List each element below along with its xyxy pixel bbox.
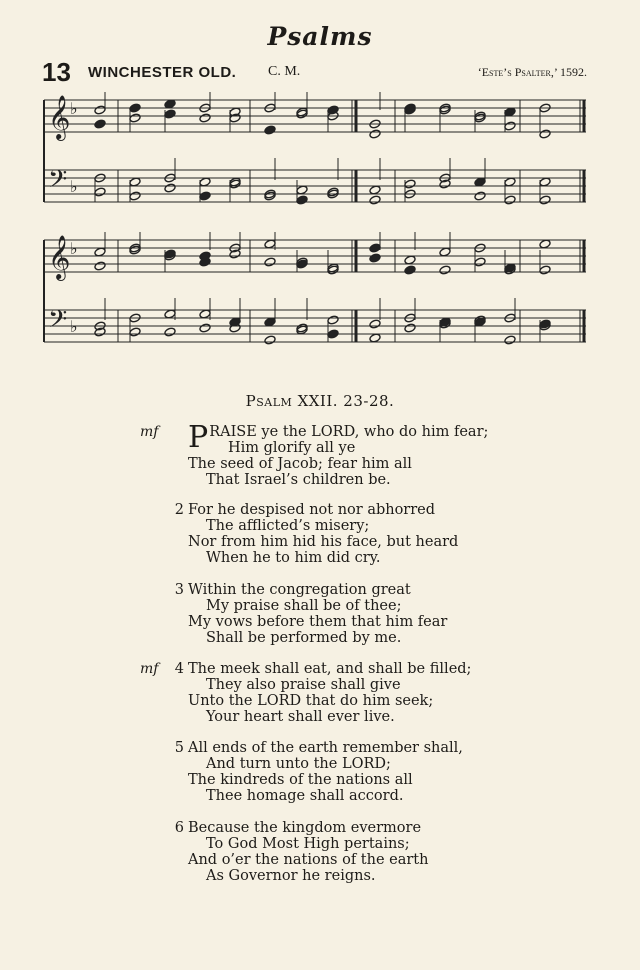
page-title: Psalms (267, 22, 373, 51)
note-head (539, 195, 551, 205)
verse-line-text: For he despised not nor abhorred (188, 502, 436, 518)
treble-clef-icon: 𝄞 (48, 235, 71, 279)
verse-line-text: Thee homage shall accord. (206, 788, 404, 804)
verse-line (174, 740, 500, 756)
verse-line-text: Because the kingdom evermore (188, 820, 422, 836)
verse-line-text: My praise shall be of thee; (206, 598, 402, 614)
note-head (264, 317, 276, 327)
note-head (369, 195, 381, 205)
note-head (369, 253, 381, 263)
verse-line (188, 693, 500, 709)
tune-name: WINCHESTER OLD. (88, 64, 237, 81)
verse-line (188, 772, 500, 788)
verse-line (174, 661, 500, 677)
drop-cap: P (188, 420, 209, 455)
dynamic-marking: mf (140, 424, 159, 440)
note-head (199, 177, 211, 187)
verse-5 (140, 740, 500, 804)
flat-sign-icon: ♭ (70, 317, 78, 336)
flat-sign-icon: ♭ (70, 99, 78, 118)
verse-4 (140, 661, 500, 725)
verse-line (174, 820, 500, 836)
verse-number: 5 (174, 740, 184, 756)
verse-line (188, 518, 500, 534)
note-head (199, 113, 211, 123)
verse-1 (140, 420, 500, 488)
verse-line-text: As Governor he reigns. (206, 868, 376, 884)
verse-line (188, 836, 500, 852)
note-head (164, 327, 176, 337)
verse-2 (140, 502, 500, 566)
note-head (404, 265, 416, 275)
note-head (327, 329, 339, 339)
note-head (327, 315, 339, 325)
note-head (369, 243, 381, 253)
music-system-2 (40, 232, 590, 358)
note-head (164, 99, 176, 109)
verse-line (188, 534, 500, 550)
verse-line-text: The meek shall eat, and shall be filled; (188, 661, 472, 677)
verse-line-text: Your heart shall ever live. (206, 709, 395, 725)
verse-number: 3 (174, 582, 184, 598)
verse-number: 4 (174, 661, 184, 677)
note-head (504, 107, 516, 117)
note-head (94, 119, 106, 129)
verse-line-text: Shall be performed by me. (206, 630, 402, 646)
verse-line-text: Unto the LORD that do him seek; (188, 693, 434, 709)
note-head (404, 255, 416, 265)
flat-sign-icon: ♭ (70, 177, 78, 196)
note-head (474, 191, 486, 201)
tune-source: ‘Este’s Psalter,’ 1592. (477, 65, 587, 79)
note-head (129, 327, 141, 337)
note-head (164, 109, 176, 119)
verse-line (188, 472, 500, 488)
verse-line (188, 598, 500, 614)
verse-line-text: The kindreds of the nations all (188, 772, 413, 788)
note-head (129, 103, 141, 113)
note-head (504, 335, 516, 345)
verse-line (188, 440, 500, 456)
note-head (264, 125, 276, 135)
verse-line (188, 868, 500, 884)
dynamic-marking: mf (140, 661, 159, 677)
note-head (264, 257, 276, 267)
verse-line (188, 614, 500, 630)
note-head (539, 177, 551, 187)
hymn-header (42, 57, 587, 85)
note-head (199, 191, 211, 201)
note-head (199, 323, 211, 333)
music-system-1 (40, 92, 590, 218)
verse-line-text: To God Most High pertains; (206, 836, 410, 852)
verse-line (174, 502, 500, 518)
flat-sign-icon: ♭ (70, 239, 78, 258)
note-head (129, 113, 141, 123)
verse-line-text: When he to him did cry. (206, 550, 381, 566)
note-head (94, 105, 106, 115)
psalm-heading: Psalm XXII. 23-28. (245, 392, 395, 410)
note-head (504, 121, 516, 131)
verse-line-text: My vows before them that him fear (188, 614, 448, 630)
verse-line-text: They also praise shall give (206, 677, 401, 693)
verse-line (188, 788, 500, 804)
verse-line-text: Within the congregation great (188, 582, 411, 598)
verse-line-text: All ends of the earth remember shall, (188, 740, 463, 756)
verse-line-text: And o’er the nations of the earth (188, 852, 429, 868)
note-head (164, 183, 176, 193)
verse-line (188, 852, 500, 868)
note-head (199, 309, 211, 319)
note-head (94, 261, 106, 271)
note-head (504, 195, 516, 205)
verse-line-text: Him glorify all ye (228, 440, 356, 456)
verse-line (188, 709, 500, 725)
verse-line-text: And turn unto the LORD; (206, 756, 391, 772)
note-head (369, 333, 381, 343)
verse-line-text: That Israel’s children be. (206, 472, 391, 488)
verse-line (188, 677, 500, 693)
hymn-number: 13 (42, 57, 71, 87)
note-head (369, 185, 381, 195)
bass-clef-icon: 𝄢 (48, 305, 68, 340)
note-head (439, 265, 451, 275)
note-head (164, 309, 176, 319)
treble-clef-icon: 𝄞 (48, 95, 71, 139)
note-head (264, 239, 276, 249)
note-head (296, 195, 308, 205)
note-head (264, 335, 276, 345)
verse-line (188, 456, 500, 472)
verse-3 (140, 582, 500, 646)
verse-line-text: The seed of Jacob; fear him all (188, 456, 412, 472)
verse-line (188, 550, 500, 566)
note-head (369, 129, 381, 139)
score-svg (40, 232, 590, 358)
verse-number: 6 (174, 820, 184, 836)
note-head (94, 247, 106, 257)
note-head (94, 187, 106, 197)
verse-6 (140, 820, 500, 884)
note-head (474, 177, 486, 187)
verse-line-text: Nor from him hid his face, but heard (188, 534, 459, 550)
verse-line (188, 756, 500, 772)
note-head (404, 179, 416, 189)
note-head (439, 247, 451, 257)
note-head (539, 129, 551, 139)
note-head (404, 323, 416, 333)
verse-line-text: RAISE ye the LORD, who do him fear; (209, 424, 489, 440)
verse-line-text: The afflicted’s misery; (206, 518, 370, 534)
note-head (474, 257, 486, 267)
score-svg (40, 92, 590, 218)
meter: C. M. (268, 64, 301, 79)
note-head (296, 185, 308, 195)
verse-line (174, 582, 500, 598)
note-head (129, 191, 141, 201)
note-head (539, 265, 551, 275)
verse-line (188, 630, 500, 646)
note-head (504, 177, 516, 187)
bass-clef-icon: 𝄢 (48, 165, 68, 200)
note-head (539, 239, 551, 249)
verse-number: 2 (174, 502, 184, 518)
note-head (369, 319, 381, 329)
note-head (129, 177, 141, 187)
